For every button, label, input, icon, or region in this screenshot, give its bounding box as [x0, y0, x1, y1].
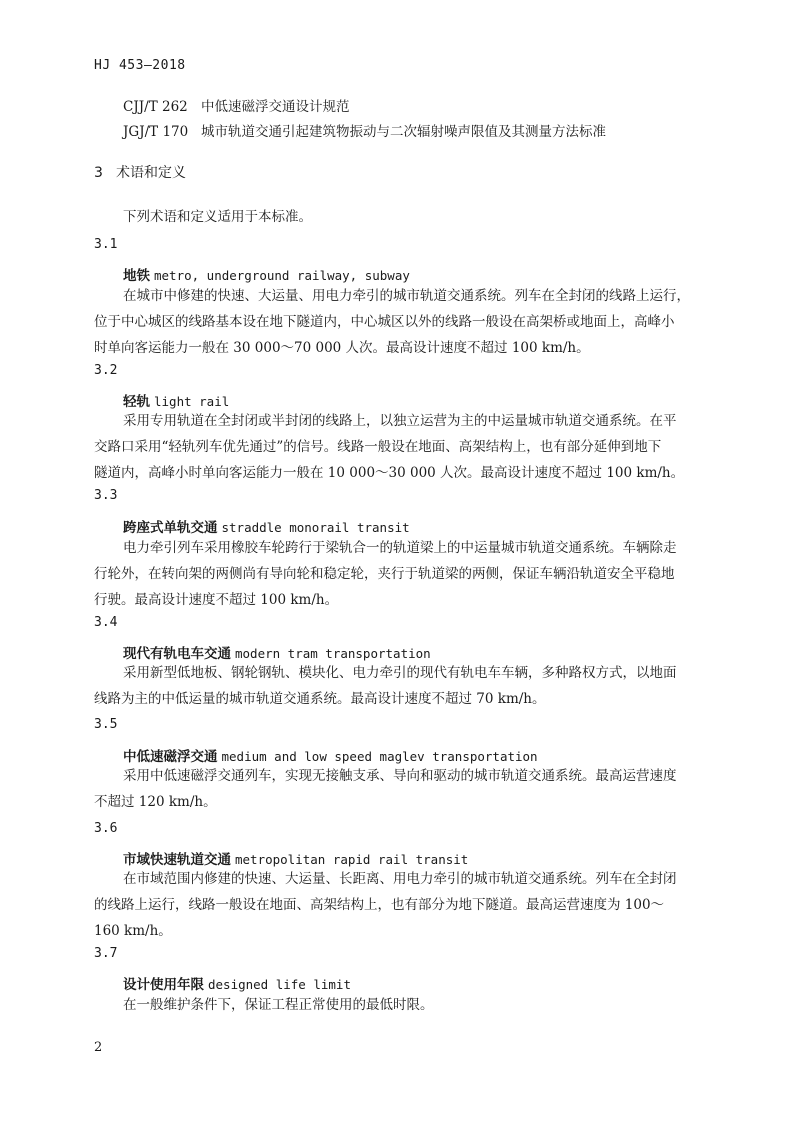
definition-line: 行驶。最高设计速度不超过 100 km/h。	[94, 592, 339, 608]
standard-header: HJ 453—2018	[94, 58, 186, 73]
definition-line: 行轮外，在转向架的两侧尚有导向轮和稳定轮，夹行于轨道梁的两侧，保证车辆沿轨道安全平稳地	[94, 566, 675, 582]
term-name-zh: 市域快速轨道交通	[123, 852, 231, 868]
definition-line: 在城市中修建的快速、大运量、用电力牵引的城市轨道交通系统。列车在全封闭的线路上运行，	[123, 288, 690, 304]
term-heading	[123, 390, 229, 410]
definition-line: 采用专用轨道在全封闭或半封闭的线路上，以独立运营为主的中运量城市轨道交通系统。在平	[123, 413, 677, 429]
term-name-en: metropolitan rapid rail transit	[235, 852, 469, 867]
section-heading	[94, 162, 186, 182]
page-number: 2	[94, 1040, 103, 1055]
term-heading	[123, 973, 351, 993]
definition-line: 采用中低速磁浮交通列车，实现无接触支承、导向和驱动的城市轨道交通系统。最高运营速度	[123, 768, 677, 784]
definition-line: 的线路上运行，线路一般设在地面、高架结构上，也有部分为地下隧道。最高运营速度为 100～	[94, 897, 665, 913]
term-name-en: light rail	[154, 394, 230, 409]
reference-code: CJJ/T 262	[123, 99, 188, 115]
term-heading	[123, 642, 431, 662]
term-name-en: modern tram transportation	[235, 646, 431, 661]
definition-line: 位于中心城区的线路基本设在地下隧道内，中心城区以外的线路一般设在高架桥或地面上，高峰小	[94, 314, 675, 330]
term-name-en: medium and low speed maglev transportation	[221, 749, 538, 764]
term-definition	[94, 535, 701, 613]
definition-line: 线路为主的中低运量的城市轨道交通系统。最高设计速度不超过 70 km/h。	[94, 691, 546, 707]
reference-code: JGJ/T 170	[123, 124, 189, 140]
term-name-en: straddle monorail transit	[221, 520, 410, 535]
section-title: 术语和定义	[116, 165, 186, 181]
reference-item	[123, 120, 606, 145]
definition-line: 160 km/h。	[94, 923, 172, 939]
term-definition	[94, 660, 701, 712]
term-number: 3.3	[94, 488, 118, 503]
term-number: 3.7	[94, 946, 118, 961]
definition-line: 交路口采用“轻轨列车优先通过”的信号。线路一般设在地面、高架结构上，也有部分延伸到地下	[94, 439, 662, 455]
definition-line: 电力牵引列车采用橡胶车轮跨行于梁轨合一的轨道梁上的中运量城市轨道交通系统。车辆除走	[123, 540, 677, 556]
definition-line: 时单向客运能力一般在 30 000～70 000 人次。最高设计速度不超过 100 km/h。	[94, 340, 590, 356]
term-name-zh: 跨座式单轨交通	[123, 520, 218, 536]
reference-title: 中低速磁浮交通设计规范	[201, 99, 350, 115]
definition-line: 隧道内，高峰小时单向客运能力一般在 10 000～30 000 人次。最高设计速度不超过 100 km/h。	[94, 465, 685, 481]
term-heading	[123, 848, 468, 868]
term-name-en: metro, underground railway, subway	[154, 268, 410, 283]
term-heading	[123, 516, 410, 536]
term-definition	[94, 866, 701, 944]
term-number: 3.6	[94, 821, 118, 836]
term-heading	[123, 745, 538, 765]
term-name-en: designed life limit	[208, 977, 351, 992]
definition-line: 在一般维护条件下，保证工程正常使用的最低时限。	[123, 997, 434, 1013]
term-heading	[123, 264, 410, 284]
term-definition	[94, 763, 701, 815]
term-name-zh: 轻轨	[123, 394, 150, 410]
reference-list	[123, 95, 606, 145]
term-number: 3.1	[94, 237, 118, 252]
term-number: 3.5	[94, 717, 118, 732]
definition-line: 在市域范围内修建的快速、大运量、长距离、用电力牵引的城市轨道交通系统。列车在全封闭	[123, 871, 677, 887]
term-definition	[94, 283, 701, 361]
reference-title: 城市轨道交通引起建筑物振动与二次辐射噪声限值及其测量方法标准	[201, 124, 606, 140]
term-name-zh: 设计使用年限	[123, 977, 204, 993]
term-name-zh: 现代有轨电车交通	[123, 646, 231, 662]
term-name-zh: 地铁	[123, 268, 150, 284]
reference-item	[123, 95, 606, 120]
term-number: 3.2	[94, 363, 118, 378]
term-name-zh: 中低速磁浮交通	[123, 749, 218, 765]
term-definition	[94, 992, 701, 1018]
definition-line: 不超过 120 km/h。	[94, 794, 217, 810]
term-number: 3.4	[94, 615, 118, 630]
section-intro: 下列术语和定义适用于本标准。	[123, 209, 312, 225]
section-number: 3	[94, 165, 103, 181]
definition-line: 采用新型低地板、钢轮钢轨、模块化、电力牵引的现代有轨电车车辆，多种路权方式，以地面	[123, 665, 677, 681]
term-definition	[94, 408, 701, 486]
